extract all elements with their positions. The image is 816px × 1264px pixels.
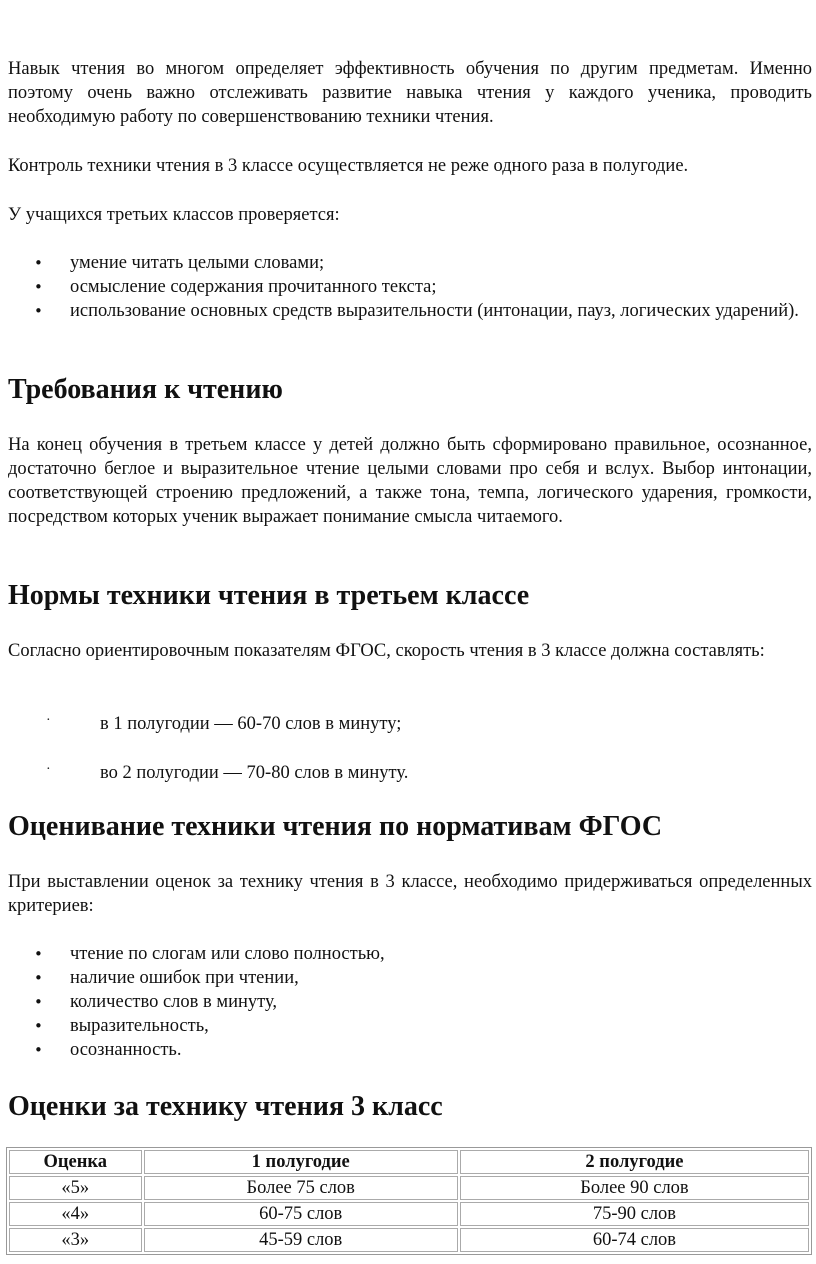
list-item: • осмысление содержания прочитанного текста;: [8, 275, 812, 299]
grades-heading: Оценки за технику чтения 3 класс: [8, 1091, 443, 1122]
table-cell: 60-75 слов: [144, 1202, 458, 1226]
table-header-row: [9, 1150, 809, 1174]
intro-paragraph-3: У учащихся третьих классов проверяется:: [8, 205, 340, 225]
grade-cell: «5»: [9, 1176, 142, 1200]
check-list: [8, 251, 812, 323]
assessment-paragraph: При выставлении оценок за технику чтения в 3 классе, необходимо придерживаться определенных критериев:: [8, 872, 812, 916]
column-header: 1 полугодие: [144, 1150, 458, 1174]
list-item: • чтение по слогам или слово полностью,: [8, 942, 812, 966]
grade-cell: «4»: [9, 1202, 142, 1226]
table-cell: Более 90 слов: [460, 1176, 809, 1200]
list-item: • наличие ошибок при чтении,: [8, 966, 812, 990]
list-item: • выразительность,: [8, 1014, 812, 1038]
list-item: • количество слов в минуту,: [8, 990, 812, 1014]
criteria-list: [8, 942, 812, 1062]
list-item: • умение читать целыми словами;: [8, 251, 812, 275]
table-row: [9, 1202, 809, 1226]
column-header: Оценка: [9, 1150, 142, 1174]
intro-paragraph-1: Навык чтения во многом определяет эффективность обучения по другим предметам. Именно поэтому очень важно отслеживать развитие навыка чтения у каждого ученика, проводить необходимую работу по совершенствованию техники чтения.: [8, 59, 812, 127]
bullet-dot: ·: [46, 713, 51, 728]
list-item: • использование основных средств выразительности (интонации, пауз, логических ударений).: [8, 299, 812, 323]
norm-item-label: в 1 полугодии — 60-70 слов в минуту;: [100, 714, 402, 734]
table-cell: 45-59 слов: [144, 1228, 458, 1252]
norm-item-label: во 2 полугодии — 70-80 слов в минуту.: [100, 763, 409, 783]
norms-paragraph: Согласно ориентировочным показателям ФГОС, скорость чтения в 3 классе должна составлять:: [8, 641, 765, 661]
bullet-dot: ·: [46, 762, 51, 777]
requirements-heading: Требования к чтению: [8, 374, 283, 405]
list-item: • осознанность.: [8, 1038, 812, 1062]
grade-cell: «3»: [9, 1228, 142, 1252]
grades-table: [6, 1147, 812, 1255]
column-header: 2 полугодие: [460, 1150, 809, 1174]
table-row: [9, 1228, 809, 1252]
intro-paragraph-2: Контроль техники чтения в 3 классе осуществляется не реже одного раза в полугодие.: [8, 156, 689, 176]
assessment-heading: Оценивание техники чтения по нормативам ФГОС: [8, 811, 663, 842]
table-cell: 60-74 слов: [460, 1228, 809, 1252]
norms-heading: Нормы техники чтения в третьем классе: [8, 580, 530, 611]
table-cell: 75-90 слов: [460, 1202, 809, 1226]
requirements-paragraph: На конец обучения в третьем классе у детей должно быть сформировано правильное, осознанное, достаточно беглое и выразительное чтение целыми словами про себя и вслух. Выбор интонации, соответствующей строению предложений, а также тона, темпа, логического ударения, громкости, посредством которых ученик выражает понимание смысла читаемого.: [8, 435, 812, 527]
table-cell: Более 75 слов: [144, 1176, 458, 1200]
table-row: [9, 1176, 809, 1200]
grades-table-wrap: [8, 1147, 812, 1255]
